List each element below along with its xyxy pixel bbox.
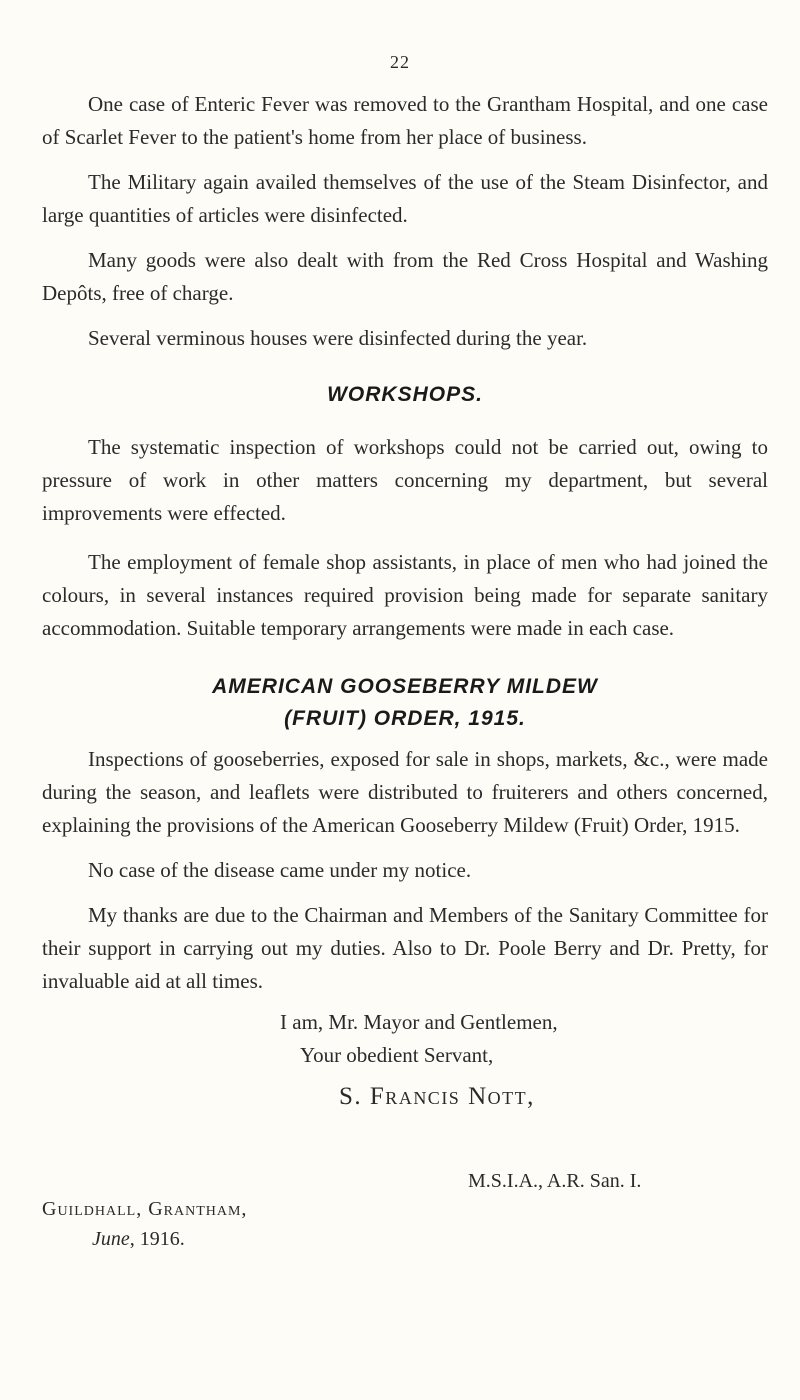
date-line: [92, 1224, 185, 1254]
paragraph-no-case: No case of the disease came under my notice.: [88, 858, 472, 882]
signature-name: S. Francis Nott,: [339, 1083, 535, 1110]
date-year: , 1916.: [129, 1228, 185, 1250]
heading-workshops: WORKSHOPS.: [327, 383, 483, 406]
date-month: June: [92, 1228, 130, 1250]
paragraph-gooseberry-inspections: Inspections of gooseberries, exposed for sale in shops, markets, &c., were made during the season, and leaflets were distributed to fruiterers and others concerned, explaining the provisions of the American Gooseberry Mildew (Fruit) Order, 1915.: [42, 747, 768, 837]
paragraph-thanks: My thanks are due to the Chairman and Members of the Sanitary Committee for their support in carrying out my duties. Also to Dr. Poole Berry and Dr. Pretty, for invaluable aid at all times.: [42, 903, 768, 993]
paragraph-workshop-inspection: The systematic inspection of workshops could not be carried out, owing to pressure of work in other matters concerning my department, but several improvements were effected.: [42, 435, 768, 525]
signature-credentials: M.S.I.A., A.R. San. I.: [468, 1170, 642, 1192]
address-line: Guildhall, Grantham,: [42, 1198, 248, 1220]
heading-gooseberry-mildew: [42, 671, 768, 735]
page-number: 22: [390, 52, 410, 72]
closing-servant: Your obedient Servant,: [300, 1043, 494, 1067]
paragraph-enteric-fever: One case of Enteric Fever was removed to the Grantham Hospital, and one case of Scarlet Fever to the patient's home from her place of business.: [42, 92, 768, 149]
closing-salutation: I am, Mr. Mayor and Gentlemen,: [280, 1010, 558, 1034]
body-text: [42, 88, 768, 1114]
paragraph-steam-disinfector: The Military again availed themselves of the use of the Steam Disinfector, and large quantities of articles were disinfected.: [42, 170, 768, 227]
heading-mildew-line-2: (FRUIT) ORDER, 1915.: [284, 707, 526, 730]
closing-block: [42, 1006, 768, 1072]
heading-mildew-line-1: AMERICAN GOOSEBERRY MILDEW: [212, 675, 598, 698]
paragraph-shop-assistants: The employment of female shop assistants, in place of men who had joined the colours, in several instances required provision being made for separate sanitary accommodation. Suitable temporary arrangements were made in each case.: [42, 550, 768, 640]
paragraph-verminous-houses: Several verminous houses were disinfected during the year.: [88, 326, 588, 350]
paragraph-red-cross: Many goods were also dealt with from the Red Cross Hospital and Washing Depôts, free of charge.: [42, 248, 768, 305]
